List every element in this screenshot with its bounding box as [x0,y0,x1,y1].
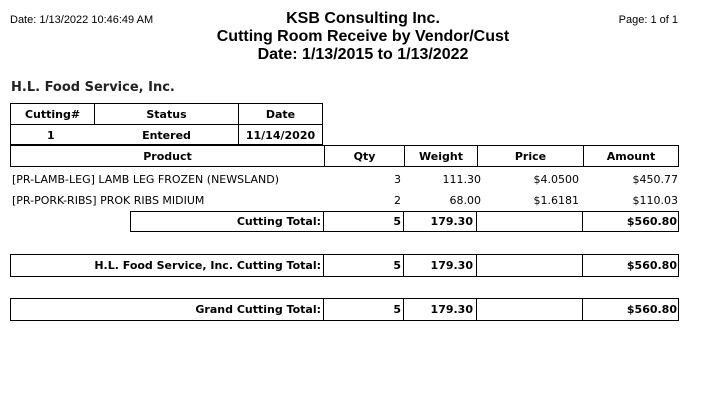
vendor-total-row [10,254,679,277]
row-weight: 68.00 [449,193,481,207]
grand-total-row [10,298,679,321]
cutting-total-row [130,211,679,232]
report-date-range: Date: 1/13/2015 to 1/13/2022 [257,46,469,63]
report-date: Date: 1/13/2022 10:46:49 AM [10,14,154,26]
report-title: Cutting Room Receive by Vendor/Cust [216,28,510,45]
vendor-total-weight: 179.30 [430,259,473,272]
grand-total-qty: 5 [393,303,401,316]
cutting-status: Entered [142,128,191,142]
col-product: Product [143,149,192,163]
cutting-number: 1 [47,128,55,142]
col-price: Price [514,149,547,163]
row-product: [PR-LAMB-LEG] LAMB LEG FROZEN (NEWSLAND) [12,172,279,186]
row-amount: $450.77 [632,172,678,186]
cutting-date: 11/14/2020 [245,128,316,142]
row-price: $4.0500 [533,172,579,186]
grand-total-amount: $560.80 [626,303,677,316]
row-qty: 3 [394,172,401,186]
cutting-total-amount: $560.80 [626,215,677,228]
cutting-header-table [10,103,323,145]
col-qty: Qty [353,149,376,163]
grand-total-weight: 179.30 [430,303,473,316]
table-row [10,169,679,189]
col-status: Status [146,107,187,121]
col-cutting-number: Cutting# [24,107,81,121]
page-number: Page: 1 of 1 [618,14,678,26]
company-name: KSB Consulting Inc. [286,10,440,27]
vendor-name: H.L. Food Service, Inc. [11,80,175,95]
vendor-total-qty: 5 [393,259,401,272]
col-weight: Weight [419,149,463,163]
vendor-total-label: H.L. Food Service, Inc. Cutting Total: [94,259,321,272]
col-date: Date [265,107,296,121]
cutting-total-label: Cutting Total: [236,215,321,228]
cutting-total-qty: 5 [393,215,401,228]
row-weight: 111.30 [442,172,481,186]
grand-total-label: Grand Cutting Total: [195,303,321,316]
col-amount: Amount [606,149,656,163]
product-header-row [10,145,679,167]
row-price: $1.6181 [533,193,579,207]
row-product: [PR-PORK-RIBS] PROK RIBS MIDIUM [12,193,205,207]
row-qty: 2 [394,193,401,207]
cutting-total-weight: 179.30 [430,215,473,228]
row-amount: $110.03 [632,193,678,207]
table-row [10,190,679,210]
vendor-total-amount: $560.80 [626,259,677,272]
